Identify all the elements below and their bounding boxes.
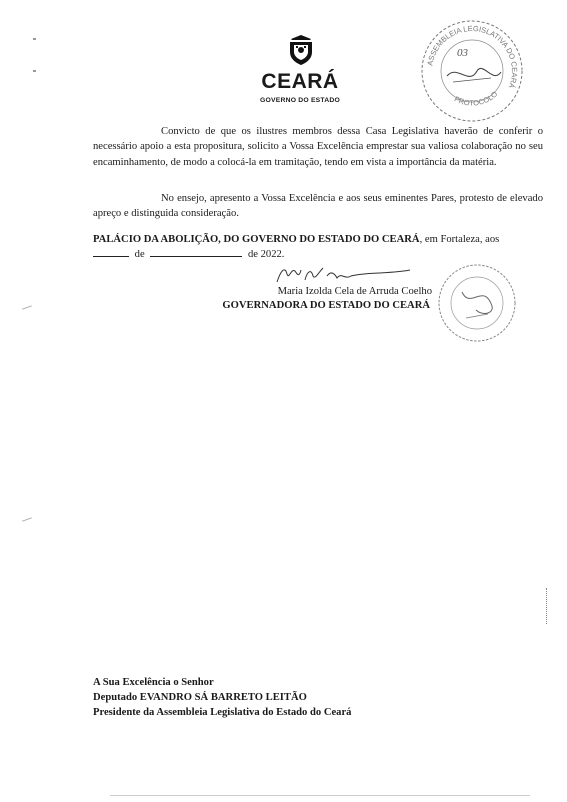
scan-mark xyxy=(33,38,36,40)
signatory-title: GOVERNADORA DO ESTADO DO CEARÁ xyxy=(222,300,430,311)
dateline-city: , em Fortaleza, aos xyxy=(419,234,500,245)
recipient-salutation: A Sua Excelência o Senhor xyxy=(93,677,214,688)
recipient-office: Presidente da Assembleia Legislativa do Estado do Ceará xyxy=(93,707,352,718)
letterhead-government: GOVERNO DO ESTADO xyxy=(260,97,340,104)
protocol-stamp xyxy=(417,16,527,126)
bottom-rule xyxy=(110,795,530,796)
scan-mark xyxy=(22,517,32,521)
dateline-de: de xyxy=(134,249,145,260)
dateline xyxy=(93,232,543,262)
svg-text:03: 03 xyxy=(457,47,468,59)
scan-mark xyxy=(546,588,548,624)
coat-of-arms-icon xyxy=(287,34,315,66)
signatory-name: Maria Izolda Cela de Arruda Coelho xyxy=(277,286,432,297)
dateline-year: de 2022. xyxy=(247,249,285,260)
letterhead-state: CEARÁ xyxy=(261,70,339,93)
recipient-name: Deputado EVANDRO SÁ BARRETO LEITÃO xyxy=(93,692,307,703)
body-paragraph-2: No ensejo, apresento a Vossa Excelência e aos seus eminentes Pares, protesto de elevado apreço e distinguida consideração. xyxy=(93,193,543,220)
dateline-place: PALÁCIO DA ABOLIÇÃO, DO GOVERNO DO ESTADO DO CEARÁ xyxy=(93,234,420,245)
scan-mark xyxy=(22,305,32,309)
stamp-ring-text: ASSEMBLEIA LEGISLATIVA DO CEARÁ xyxy=(425,23,520,90)
stamp-bottom-text: PROTOCOLO xyxy=(452,89,500,108)
scan-mark xyxy=(33,70,36,72)
governor-seal xyxy=(436,262,518,344)
body-paragraph-1: Convicto de que os ilustres membros dessa Casa Legislativa haverão de conferir o necessário apoio a esta propositura, solicito a Vossa Excelência emprestar sua valiosa colaboração no seu encaminhamento, de modo a colocá-la em tramitação, tendo em vista a importância da matéria. xyxy=(93,126,543,168)
